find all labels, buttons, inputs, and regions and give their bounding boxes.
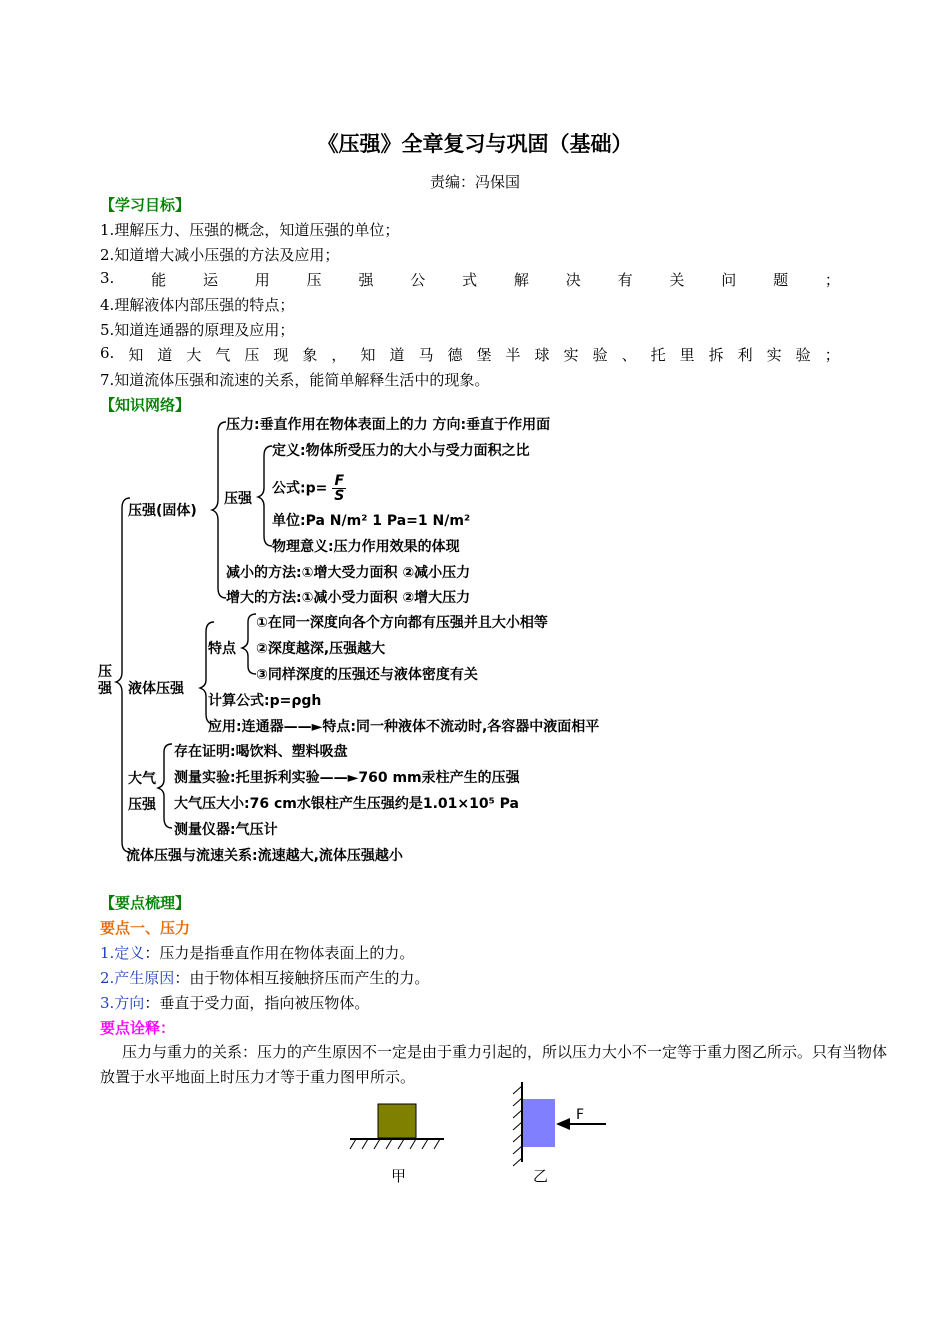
objective-char: 大 <box>186 346 202 364</box>
point-item-text: ：垂直于受力面，指向被压物体。 <box>144 994 370 1012</box>
figure-label-yi: 乙 <box>533 1167 549 1185</box>
network-liquid-formula: 计算公式:p=ρgh <box>208 693 322 709</box>
point-item-text: ：由于物体相互接触挤压而产生的力。 <box>174 969 430 987</box>
objective-item: 7.知道流体压强和流速的关系，能简单解释生活中的现象。 <box>100 371 490 389</box>
network-atm-item: 大气压大小:76 cm水银柱产生压强约是1.01×10⁵ Pa <box>174 796 519 812</box>
network-atm-label-1: 大气 <box>128 771 156 787</box>
objective-char: 利 <box>737 346 753 364</box>
objective-char: 强 <box>358 271 374 289</box>
objective-char: 用 <box>254 271 270 289</box>
network-feature: ③同样深度的压强还与液体密度有关 <box>256 667 478 683</box>
network-increase: 增大的方法:①减小受力面积 ②增大压力 <box>226 590 471 606</box>
objective-char: 马 <box>418 346 434 364</box>
objective-char: 压 <box>244 346 260 364</box>
objective-char: 运 <box>202 271 218 289</box>
objective-char: 半 <box>505 346 521 364</box>
objective-char: 托 <box>650 346 666 364</box>
objectives-heading: 【学习目标】 <box>100 196 191 214</box>
network-definition: 定义:物体所受压力的大小与受力面积之比 <box>272 443 530 459</box>
objective-char: 实 <box>563 346 579 364</box>
network-fluid: 流体压强与流速关系:流速越大,流体压强越小 <box>126 848 403 864</box>
network-pressure-force: 压力:垂直作用在物体表面上的力 方向:垂直于作用面 <box>226 417 551 433</box>
objective-char: 关 <box>669 271 685 289</box>
objective-char: 验 <box>592 346 608 364</box>
network-meaning: 物理意义:压力作用效果的体现 <box>272 539 460 555</box>
point-item-label: 1.定义 <box>100 944 145 962</box>
network-application: 应用:连通器——►特点:同一种液体不流动时,各容器中液面相平 <box>208 719 600 735</box>
objective-char: 拆 <box>708 346 724 364</box>
wall-hatching <box>513 1086 522 1166</box>
objective-item: 5.知道连通器的原理及应用； <box>100 321 295 339</box>
explain-paragraph: 压力与重力的关系：压力的产生原因不一定是由于重力引起的，所以压力大小不一定等于重力图乙所示。只有当物体放置于水平地面上时压力才等于重力图甲所示。 <box>100 1043 888 1086</box>
objective-char: 道 <box>389 346 405 364</box>
objective-char: 能 <box>151 271 167 289</box>
objective-char: ； <box>824 271 840 289</box>
objective-char: 现 <box>273 346 289 364</box>
force-arrow-head <box>556 1118 570 1130</box>
objective-char: 3. <box>100 269 115 287</box>
objective-char: 式 <box>462 271 478 289</box>
page-title: 《压强》全章复习与巩固（基础） <box>317 131 633 156</box>
objective-char: 6. <box>100 344 115 362</box>
figure-label-jia: 甲 <box>391 1167 407 1185</box>
formula-denominator: S <box>334 488 345 504</box>
objective-char: ， <box>331 346 347 364</box>
objective-char: 堡 <box>476 346 492 364</box>
objective-char: 验 <box>795 346 811 364</box>
objective-char: 公 <box>410 271 426 289</box>
objective-item: 2.知道增大减小压强的方法及应用； <box>100 246 340 264</box>
network-root-label: 压强 <box>98 664 112 697</box>
objective-char: 解 <box>513 271 529 289</box>
network-unit: 单位:Pa N/m² 1 Pa=1 N/m² <box>272 513 471 529</box>
objective-char: 里 <box>679 346 695 364</box>
explain-title: 要点诠释： <box>100 1019 176 1037</box>
network-feature: ①在同一深度向各个方向都有压强并且大小相等 <box>256 615 548 631</box>
objective-char: 知 <box>128 346 144 364</box>
block-on-wall <box>523 1099 555 1147</box>
objective-char: 知 <box>360 346 376 364</box>
objective-char: 决 <box>565 271 581 289</box>
network-atm-label-2: 压强 <box>128 797 156 813</box>
formula-numerator: F <box>332 474 346 489</box>
keypoints-heading: 【要点梳理】 <box>100 894 191 912</box>
objective-char: 实 <box>766 346 782 364</box>
floor-hatching <box>350 1139 440 1149</box>
objective-char: 德 <box>447 346 463 364</box>
objective-item: 1.理解压力、压强的概念，知道压强的单位； <box>100 221 400 239</box>
objective-char: 问 <box>721 271 737 289</box>
network-feature-label: 特点 <box>208 641 236 657</box>
network-liquid-label: 液体压强 <box>128 681 184 697</box>
objective-char: 题 <box>773 271 789 289</box>
formula-prefix: 公式:p= <box>272 480 328 497</box>
objective-char: 有 <box>617 271 633 289</box>
network-heading: 【知识网络】 <box>100 396 191 414</box>
block-on-floor <box>378 1104 416 1138</box>
point-item-text: ：压力是指垂直作用在物体表面上的力。 <box>144 944 415 962</box>
objective-char: 球 <box>534 346 550 364</box>
point1-title: 要点一、压力 <box>100 919 191 937</box>
network-atm-item: 测量仪器:气压计 <box>174 822 278 838</box>
objective-char: 压 <box>306 271 322 289</box>
author-line: 责编：冯保国 <box>429 173 520 191</box>
network-atm-item: 测量实验:托里拆利实验——►760 mm汞柱产生的压强 <box>174 770 520 786</box>
objective-char: 、 <box>621 346 637 364</box>
network-solid-label: 压强(固体) <box>128 503 197 519</box>
network-decrease: 减小的方法:①增大受力面积 ②减小压力 <box>226 565 471 581</box>
network-feature: ②深度越深,压强越大 <box>256 641 386 657</box>
objective-char: 气 <box>215 346 231 364</box>
objective-char: 道 <box>157 346 173 364</box>
network-atm-item: 存在证明:喝饮料、塑料吸盘 <box>174 744 348 760</box>
force-label: F <box>576 1107 585 1123</box>
point-item-label: 2.产生原因 <box>100 969 175 987</box>
objective-char: 象 <box>302 346 318 364</box>
objective-char: ； <box>824 346 840 364</box>
objective-item: 4.理解液体内部压强的特点； <box>100 296 295 314</box>
network-pressure-label: 压强 <box>224 491 252 507</box>
point-item-label: 3.方向 <box>100 994 145 1012</box>
